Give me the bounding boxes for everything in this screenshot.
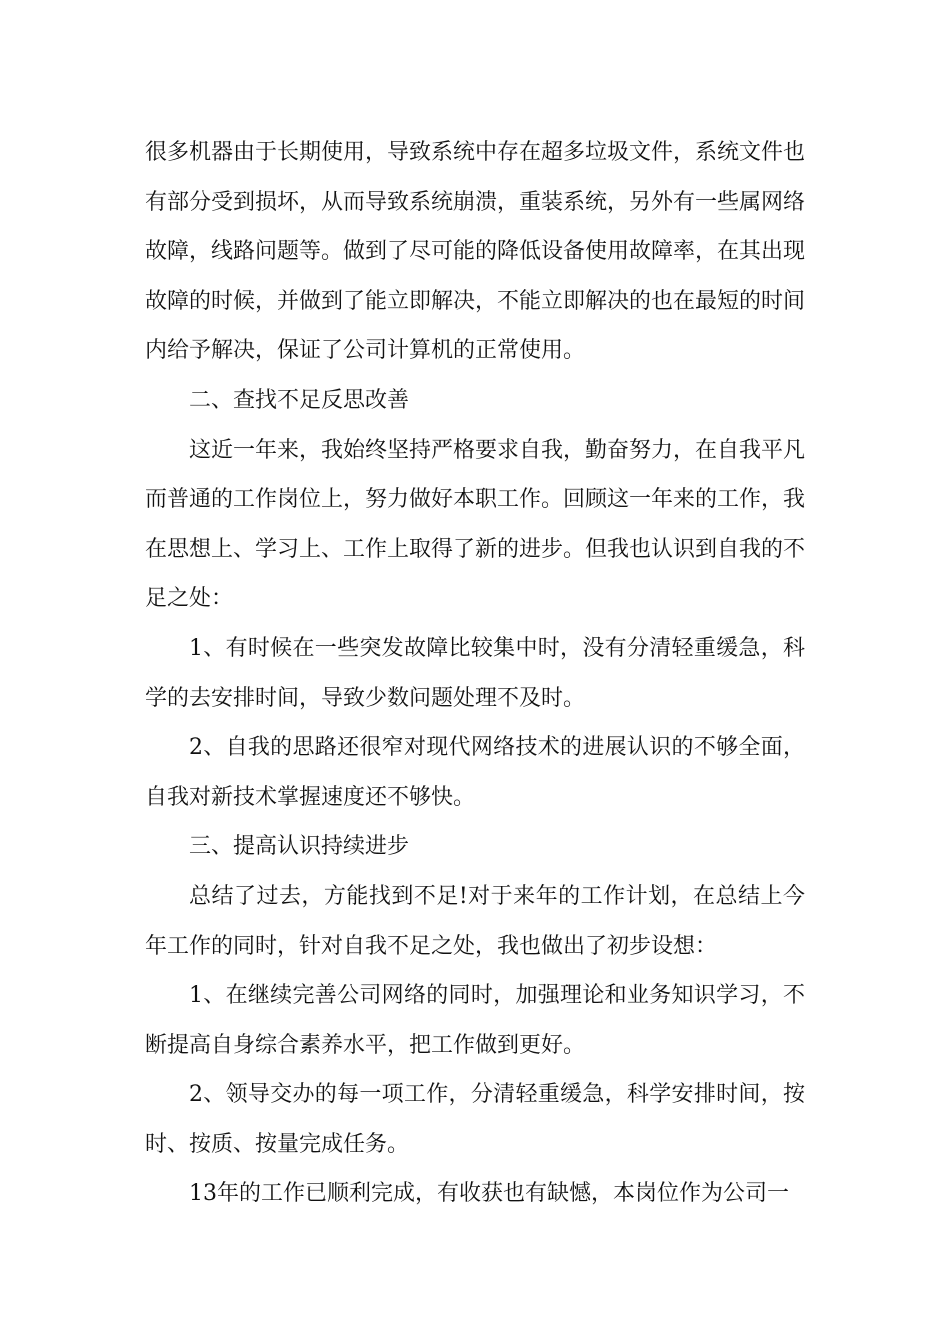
document-body — [145, 128, 805, 1219]
list-item-plan-2: 2、领导交办的每一项工作，分清轻重缓急，科学安排时间，按时、按质、按量完成任务。 — [145, 1082, 805, 1157]
paragraph-conclusion: 13年的工作已顺利完成，有收获也有缺憾，本岗位作为公司一 — [189, 1181, 789, 1207]
list-item-shortcoming-1: 1、有时候在一些突发故障比较集中时，没有分清轻重缓急，科学的去安排时间，导致少数问题处理不及时。 — [145, 635, 805, 711]
list-item-shortcoming-2: 2、自我的思路还很窄对现代网络技术的进展认识的不够全面，自我对新技术掌握速度还不够快。 — [145, 735, 805, 810]
section-heading-2: 二、查找不足反思改善 — [189, 387, 410, 413]
section-heading-3: 三、提高认识持续进步 — [189, 834, 410, 860]
paragraph-continuation: 很多机器由于长期使用，导致系统中存在超多垃圾文件，系统文件也有部分受到损坏，从而导致系统崩溃，重装系统，另外有一些属网络故障，线路问题等。做到了尽可能的降低设备使用故障率，在其出现故障的时候，并做到了能立即解决，不能立即解决的也在最短的时间内给予解决，保证了公司计算机的正常使用。 — [145, 140, 806, 364]
paragraph-reflection: 这近一年来，我始终坚持严格要求自我，勤奋努力，在自我平凡而普通的工作岗位上，努力做好本职工作。回顾这一年来的工作，我在思想上、学习上、工作上取得了新的进步。但我也认识到自我的不足之处： — [145, 437, 806, 612]
list-item-plan-1: 1、在继续完善公司网络的同时，加强理论和业务知识学习，不断提高自身综合素养水平，把工作做到更好。 — [145, 983, 805, 1058]
paragraph-plan-intro: 总结了过去，方能找到不足!对于来年的工作计划，在总结上今年工作的同时，针对自我不足之处，我也做出了初步设想： — [145, 883, 805, 959]
